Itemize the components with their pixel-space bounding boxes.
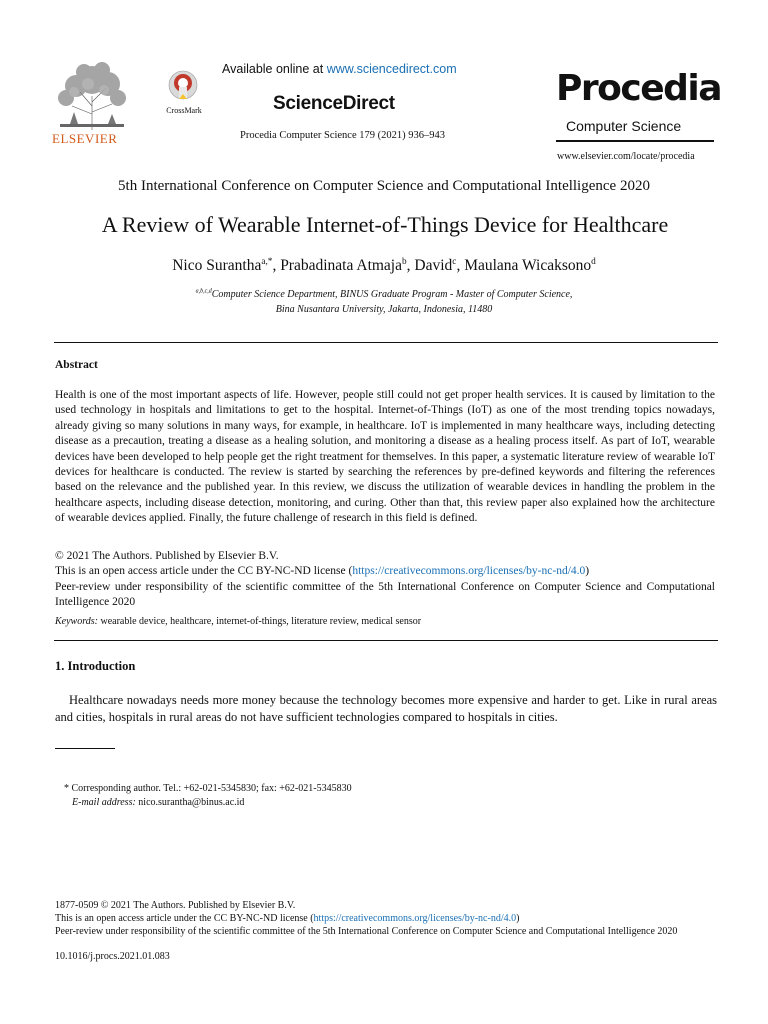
- sciencedirect-link[interactable]: www.sciencedirect.com: [326, 62, 457, 76]
- keywords-label: Keywords:: [55, 616, 98, 627]
- author-name: Nico Surantha: [172, 257, 262, 274]
- affiliation-mark: a,b,c,d: [195, 288, 212, 295]
- author-affiliation-mark: b: [402, 256, 407, 267]
- abstract-heading: Abstract: [55, 359, 98, 371]
- author-name: David: [414, 257, 453, 274]
- journal-url[interactable]: www.elsevier.com/locate/procedia: [557, 151, 695, 162]
- license-line: [55, 564, 715, 579]
- license-link[interactable]: https://creativecommons.org/licenses/by-nc-nd/4.0: [352, 565, 586, 578]
- section-heading-introduction: 1. Introduction: [55, 659, 136, 673]
- paper-title: A Review of Wearable Internet-of-Things Device for Healthcare: [101, 212, 669, 237]
- introduction-body: Healthcare nowadays needs more money because the technology becomes more expensive and harder to get. Like in rural areas and cities, hospitals in rural areas do not have sufficient technologies compared to hospitals in cities.: [55, 693, 717, 724]
- author-name: Maulana Wicaksono: [464, 257, 592, 274]
- conference-name: 5th International Conference on Computer Science and Computational Intelligence 2020: [118, 178, 650, 194]
- email-label: E-mail address:: [72, 797, 136, 808]
- email-note: [72, 797, 244, 808]
- affiliation-text-1: Computer Science Department, BINUS Graduate Program - Master of Computer Science,: [211, 289, 573, 300]
- crossmark-label: CrossMark: [166, 106, 202, 115]
- bottom-license-suffix: ): [516, 913, 520, 924]
- divider: [54, 342, 718, 343]
- crossmark-icon[interactable]: [168, 70, 198, 100]
- procedia-logo: Procedia: [556, 68, 722, 109]
- issn-line: 1877-0509 © 2021 The Authors. Published by Elsevier B.V.: [55, 900, 296, 911]
- journal-reference: Procedia Computer Science 179 (2021) 936–943: [240, 130, 445, 141]
- bottom-license-line: [55, 913, 519, 924]
- license-suffix: ): [585, 565, 590, 578]
- author-affiliation-mark: d: [591, 256, 596, 267]
- email-address[interactable]: nico.surantha@binus.ac.id: [135, 797, 245, 808]
- corresponding-author-note: * Corresponding author. Tel.: +62-021-5345830; fax: +62-021-5345830: [64, 783, 352, 794]
- bottom-peer-review: Peer-review under responsibility of the scientific committee of the 5th International Conference on Computer Science and Computational Intelligence 2020: [55, 926, 678, 937]
- procedia-subtitle: Computer Science: [566, 118, 682, 134]
- copyright-block: [55, 549, 715, 611]
- license-prefix: This is an open access article under the CC BY-NC-ND license (: [55, 565, 353, 578]
- author-list: Nico Surantha$^{a,*}$, Prabadinata Atmaja$^b$, David$^c$, Maulana Wicaksono$^d$: [172, 256, 596, 274]
- footnote-divider: [55, 748, 115, 749]
- keywords-list: wearable device, healthcare, internet-of-things, literature review, medical sensor: [97, 616, 422, 627]
- bottom-license-link[interactable]: https://creativecommons.org/licenses/by-nc-nd/4.0: [313, 913, 517, 924]
- doi[interactable]: 10.1016/j.procs.2021.01.083: [55, 951, 170, 962]
- affiliation-line-2: Bina Nusantara University, Jakarta, Indonesia, 11480: [275, 304, 493, 315]
- keywords: [55, 616, 421, 627]
- affiliation-line-1: [0, 289, 768, 300]
- sciencedirect-wordmark: ScienceDirect: [273, 93, 395, 114]
- divider: [54, 640, 718, 641]
- abstract-body: Health is one of the most important aspects of life. However, people still could not get proper health services. It is caused by limitation to the used technology in hospitals and limitations to get to the hospital. Internet-of-Things (IoT) as one of the most trending topics nowadays, already giving so many solutions in many ways, for example, in healthcare. IoT is implemented in many healthcare ways, including detecting disease as a precaution, treating a disease as a healing solution, and monitoring a disease as a healing process itself. As part of IoT, wearable devices have been developed to help people get the right treatment for themselves. In this paper, a systematic literature review of wearable IoT devices for healthcare is conducted. The review is started by searching the references by pre-defined keywords and filtering the references based on the relevance and the published year. In this review, we discuss the utilization of wearable devices in handling the problem in the healthcare aspects, including disease detection, monitoring, and curing. Other than that, this review paper also explained how the architecture of wearable devices applied. Finally, the future challenge of research in this field is defined.: [55, 389, 715, 525]
- available-online: [222, 62, 457, 76]
- elsevier-tree-logo: [52, 62, 132, 132]
- author-affiliation-mark: c: [452, 256, 457, 267]
- elsevier-wordmark: ELSEVIER: [52, 131, 118, 146]
- author-affiliation-mark: a,*: [261, 256, 273, 267]
- author-name: Prabadinata Atmaja: [280, 257, 402, 274]
- peer-review-line: Peer-review under responsibility of the scientific committee of the 5th International Conference on Computer Science and Computational Intelligence 2020: [55, 580, 715, 609]
- copyright-line: © 2021 The Authors. Published by Elsevier B.V.: [55, 550, 279, 562]
- available-prefix: Available online at: [222, 62, 327, 76]
- procedia-divider: [556, 140, 714, 142]
- bottom-license-prefix: This is an open access article under the CC BY-NC-ND license (: [55, 913, 314, 924]
